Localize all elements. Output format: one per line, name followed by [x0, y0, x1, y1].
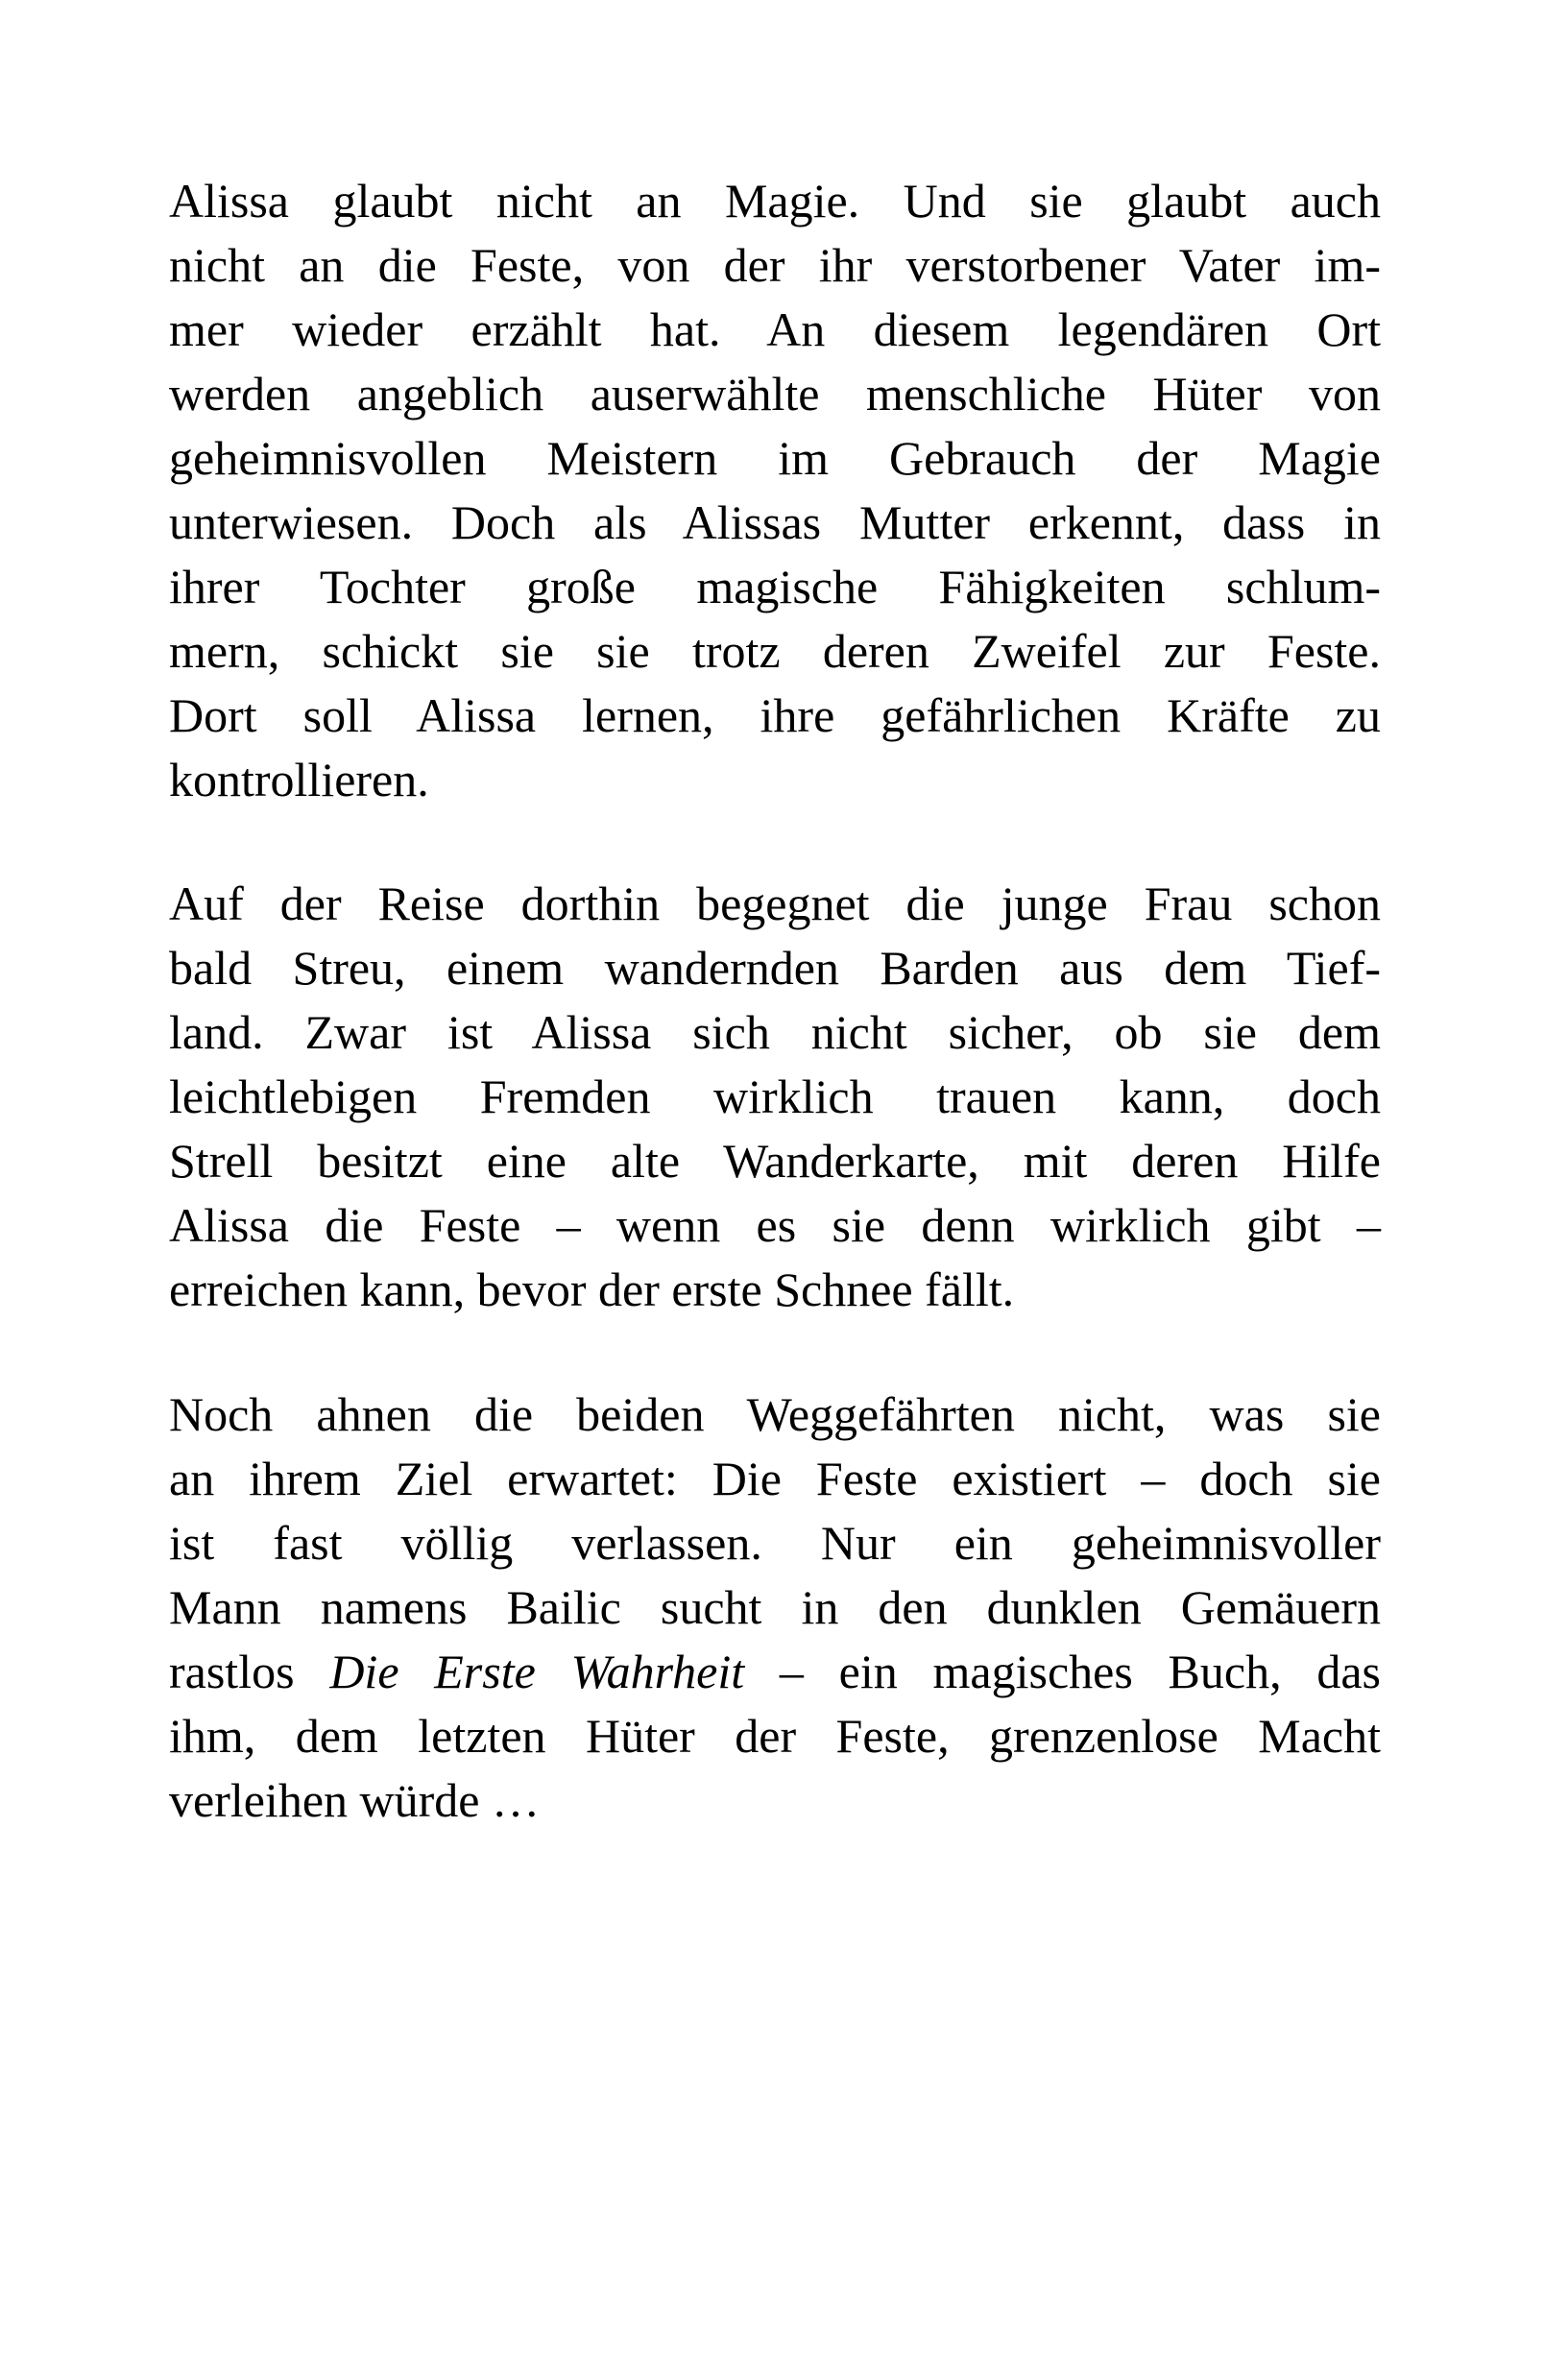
paragraph-line: an ihrem Ziel erwartet: Die Feste existiert – doch sie [169, 1452, 1381, 1505]
paragraph-line: erreichen kann, bevor der erste Schnee fällt. [169, 1262, 1015, 1316]
paragraph-line-with-book-title [169, 1640, 1381, 1704]
paragraph-2 [169, 872, 1381, 1322]
paragraph-line: verleihen würde … [169, 1773, 540, 1827]
paragraph-line: kontrollieren. [169, 753, 429, 806]
paragraph-line: Alissa glaubt nicht an Magie. Und sie glaubt auch [169, 174, 1381, 228]
paragraph-line: unterwiesen. Doch als Alissas Mutter erkennt, dass in [169, 495, 1381, 549]
paragraph-line: ihrer Tochter große magische Fähigkeiten schlum- [169, 560, 1381, 613]
paragraph-line: Auf der Reise dorthin begegnet die junge Frau schon [169, 877, 1381, 930]
paragraph-line: land. Zwar ist Alissa sich nicht sicher, ob sie dem [169, 1005, 1381, 1059]
paragraph-line: Dort soll Alissa lernen, ihre gefährlichen Kräfte zu [169, 688, 1381, 742]
line-suffix: – ein magisches Buch, das [744, 1645, 1381, 1698]
paragraph-line: leichtlebigen Fremden wirklich trauen kann, doch [169, 1070, 1381, 1123]
paragraph-line: nicht an die Feste, von der ihr verstorbener Vater im- [169, 238, 1381, 292]
paragraph-line: geheimnisvollen Meistern im Gebrauch der Magie [169, 431, 1381, 485]
line-prefix: rastlos [169, 1645, 330, 1698]
paragraph-line: Strell besitzt eine alte Wanderkarte, mit deren Hilfe [169, 1134, 1381, 1188]
paragraph-line: mern, schickt sie sie trotz deren Zweifel zur Feste. [169, 624, 1381, 678]
book-title: Die Erste Wahrheit [329, 1645, 745, 1698]
paragraph-line: ist fast völlig verlassen. Nur ein geheimnisvoller [169, 1516, 1381, 1570]
paragraph-3 [169, 1382, 1381, 1833]
paragraph-1 [169, 169, 1381, 812]
paragraph-line: Alissa die Feste – wenn es sie denn wirklich gibt – [169, 1198, 1381, 1252]
paragraph-line: Mann namens Bailic sucht in den dunklen Gemäuern [169, 1580, 1381, 1634]
paragraph-line: bald Streu, einem wandernden Barden aus dem Tief- [169, 941, 1381, 995]
paragraph-line: mer wieder erzählt hat. An diesem legendären Ort [169, 302, 1381, 356]
paragraph-line: werden angeblich auserwählte menschliche Hüter von [169, 367, 1381, 421]
paragraph-line: ihm, dem letzten Hüter der Feste, grenzenlose Macht [169, 1709, 1381, 1763]
paragraph-line: Noch ahnen die beiden Weggefährten nicht, was sie [169, 1387, 1381, 1441]
